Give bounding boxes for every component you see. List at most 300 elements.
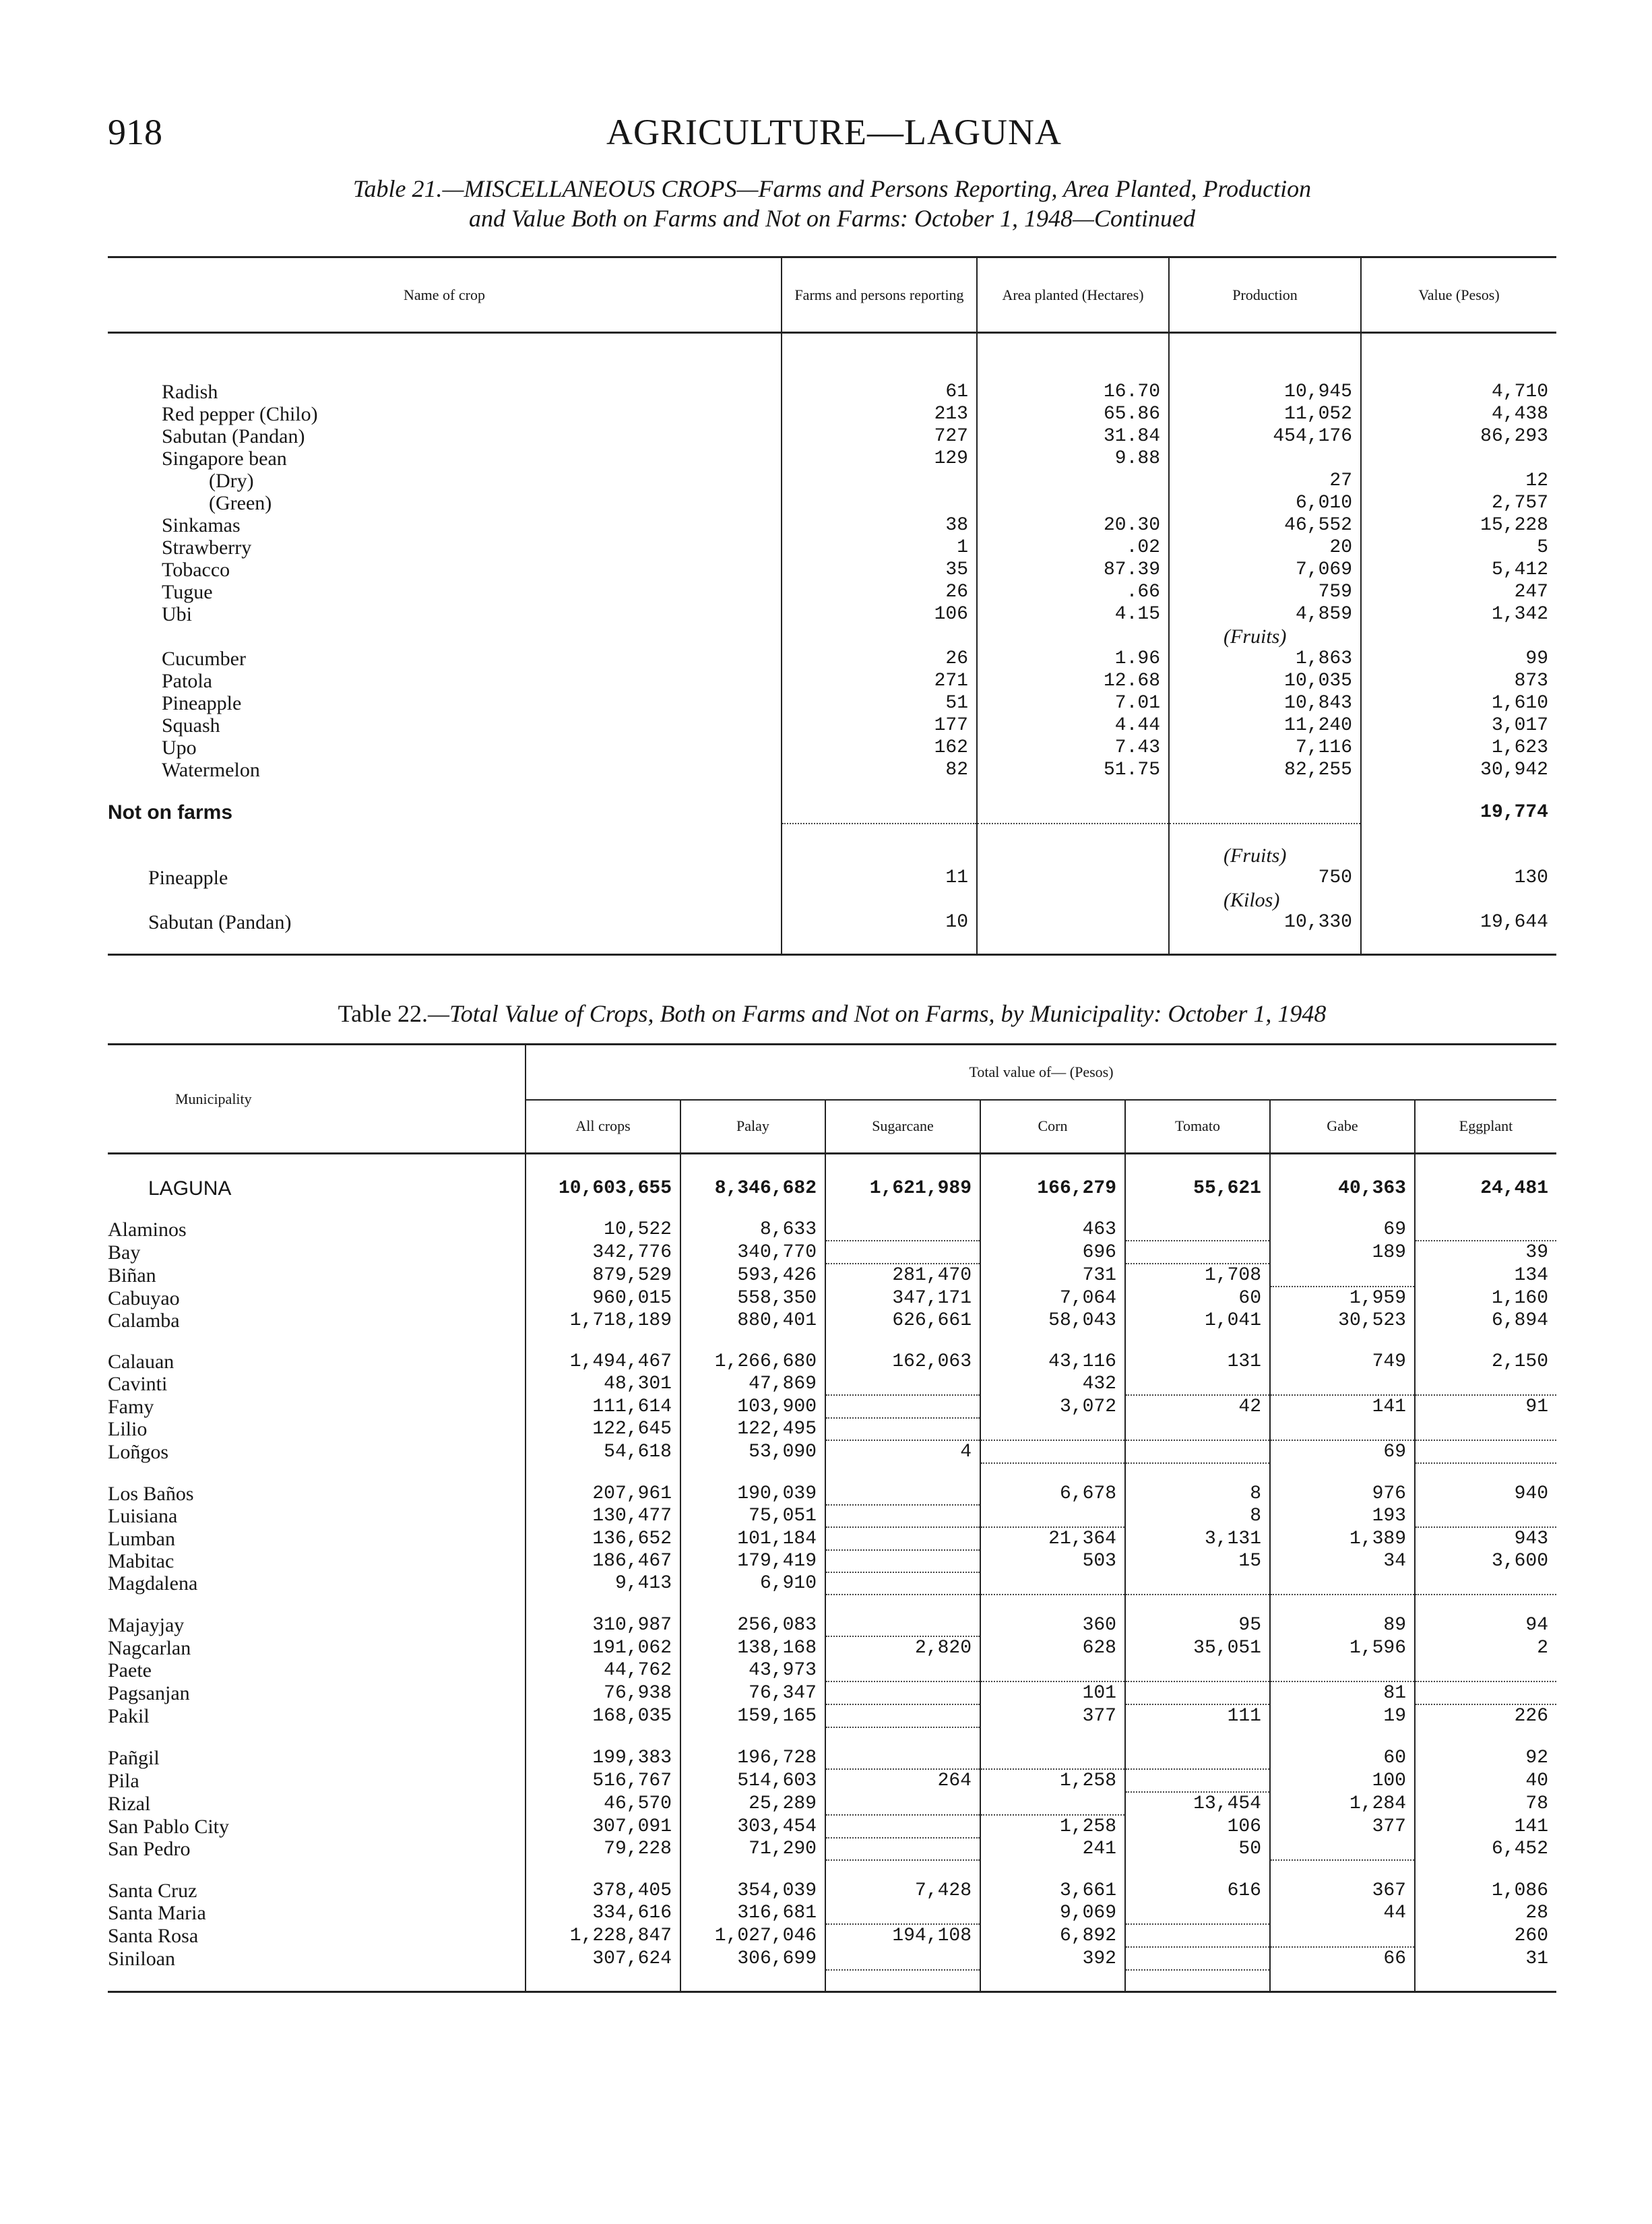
municipality-row — [108, 1572, 1556, 1595]
value-cell: 463 — [980, 1218, 1125, 1241]
spacer-cell — [825, 1727, 980, 1747]
spacer-cell — [1415, 1200, 1556, 1218]
municipality-row — [108, 1769, 1556, 1792]
cell-farms: 271 — [782, 670, 977, 692]
table-row — [108, 692, 1556, 714]
cell-area: 7.43 — [977, 737, 1169, 759]
table-row — [108, 559, 1556, 581]
spacer-cell — [1270, 1463, 1415, 1483]
value-cell: 4 — [825, 1440, 980, 1463]
crop-name: Red pepper (Chilo) — [162, 403, 318, 425]
spacer-row — [108, 1200, 1556, 1218]
value-cell: 367 — [1270, 1880, 1415, 1902]
crop-name: Pineapple — [162, 692, 242, 714]
value-cell: 186,467 — [526, 1550, 680, 1572]
table-row — [108, 447, 1556, 470]
table-row — [108, 603, 1556, 625]
cell-prod — [1169, 447, 1361, 470]
cell-value: 4,438 — [1361, 403, 1556, 425]
municipality-row — [108, 1924, 1556, 1947]
cell-area: .02 — [977, 536, 1169, 559]
municipality-name: Cavinti — [108, 1373, 168, 1395]
spacer-cell — [825, 1970, 980, 1992]
value-cell: 43,973 — [680, 1659, 825, 1681]
spacer-cell — [526, 1200, 680, 1218]
municipality-name: Mabitac — [108, 1550, 174, 1572]
spacer-cell — [825, 1154, 980, 1178]
municipality-row — [108, 1550, 1556, 1572]
value-cell: 8 — [1125, 1505, 1270, 1527]
cell-farms — [782, 492, 977, 514]
value-cell: 71,290 — [680, 1838, 825, 1860]
cell-prod: 10,035 — [1169, 670, 1361, 692]
total-row — [108, 1177, 1556, 1200]
spacer-cell — [980, 1200, 1125, 1218]
value-cell: 106 — [1125, 1815, 1270, 1838]
value-cell: 69 — [1270, 1218, 1415, 1241]
value-cell: 310,987 — [526, 1614, 680, 1636]
spacer-cell — [980, 1332, 1125, 1351]
value-cell: 138,168 — [680, 1636, 825, 1659]
spacer-cell — [980, 1727, 1125, 1747]
value-cell: 8,633 — [680, 1218, 825, 1241]
value-cell: 89 — [1270, 1614, 1415, 1636]
spacer-row — [108, 1463, 1556, 1483]
cell-value: 5,412 — [1361, 559, 1556, 581]
value-cell: 44 — [1270, 1902, 1415, 1924]
cell-farms: 10 — [782, 911, 977, 933]
spacer-cell — [680, 1463, 825, 1483]
value-cell: 2,820 — [825, 1636, 980, 1659]
municipality-row — [108, 1483, 1556, 1505]
municipality-name: Magdalena — [108, 1572, 198, 1595]
value-cell: 179,419 — [680, 1550, 825, 1572]
value-cell: 13,454 — [1125, 1792, 1270, 1815]
municipality-name: Luisiana — [108, 1505, 178, 1527]
value-cell: 100 — [1270, 1769, 1415, 1792]
cell-value: 247 — [1361, 581, 1556, 603]
spacer-cell — [1415, 1154, 1556, 1178]
cell-area: 9.88 — [977, 447, 1169, 470]
spacer-cell — [680, 1200, 825, 1218]
value-cell — [980, 1659, 1125, 1681]
value-cell: 378,405 — [526, 1880, 680, 1902]
value-cell: 42 — [1125, 1395, 1270, 1418]
cell-value: 4,710 — [1361, 381, 1556, 403]
municipality-row — [108, 1815, 1556, 1838]
cell-area — [977, 470, 1169, 492]
value-cell: 940 — [1415, 1483, 1556, 1505]
cell-value: 19,644 — [1361, 911, 1556, 933]
value-cell: 307,091 — [526, 1815, 680, 1838]
value-cell — [825, 1218, 980, 1241]
table22 — [108, 1043, 1556, 1993]
page-header — [108, 111, 1556, 165]
value-cell: 50 — [1125, 1838, 1270, 1860]
cell-prod: 759 — [1169, 581, 1361, 603]
value-cell — [825, 1681, 980, 1704]
spacer-cell — [108, 1200, 526, 1218]
cell-prod: 7,069 — [1169, 559, 1361, 581]
value-cell — [1415, 1440, 1556, 1463]
crop-name: Upo — [162, 737, 197, 759]
unit-row — [108, 625, 1556, 648]
value-cell: 226 — [1415, 1704, 1556, 1727]
value-cell: 7,428 — [825, 1880, 980, 1902]
value-cell: 316,681 — [680, 1902, 825, 1924]
municipality-name: Santa Cruz — [108, 1880, 197, 1902]
crop-name: Ubi — [162, 603, 192, 625]
value-cell: 122,495 — [680, 1418, 825, 1440]
value-cell — [825, 1747, 980, 1769]
value-cell: 347,171 — [825, 1287, 980, 1309]
table-row — [108, 759, 1556, 781]
value-cell — [1415, 1218, 1556, 1241]
value-cell — [825, 1483, 980, 1505]
value-cell — [1415, 1572, 1556, 1595]
spacer-row — [108, 333, 1556, 381]
value-cell: 60 — [1125, 1287, 1270, 1309]
value-cell: 1,389 — [1270, 1527, 1415, 1550]
value-cell — [980, 1572, 1125, 1595]
spacer-cell — [782, 889, 977, 911]
cell-farms: 11 — [782, 867, 977, 889]
cell-prod: 1,863 — [1169, 648, 1361, 670]
value-cell: 281,470 — [825, 1264, 980, 1287]
crop-name: Strawberry — [162, 536, 252, 559]
value-cell: 7,064 — [980, 1287, 1125, 1309]
spacer-cell — [1169, 933, 1361, 955]
not-on-farms-row — [108, 801, 1556, 824]
value-cell: 3,072 — [980, 1395, 1125, 1418]
page-number: 918 — [108, 112, 162, 152]
spacer-cell — [526, 1154, 680, 1178]
value-cell: 53,090 — [680, 1440, 825, 1463]
cell-farms: 106 — [782, 603, 977, 625]
value-cell: 40 — [1415, 1769, 1556, 1792]
value-cell: 34 — [1270, 1550, 1415, 1572]
municipality-name: Santa Maria — [108, 1902, 206, 1924]
spacer-cell — [782, 824, 977, 844]
cell-area: 65.86 — [977, 403, 1169, 425]
spacer-cell — [108, 889, 782, 911]
crop-name: Singapore bean — [162, 447, 287, 470]
cell-prod: 454,176 — [1169, 425, 1361, 447]
value-cell: 6,892 — [980, 1924, 1125, 1947]
cell-farms: 82 — [782, 759, 977, 781]
municipality-row — [108, 1792, 1556, 1815]
value-cell — [825, 1659, 980, 1681]
value-cell: 9,069 — [980, 1902, 1125, 1924]
value-cell — [1125, 1659, 1270, 1681]
value-cell: 136,652 — [526, 1527, 680, 1550]
spacer-cell — [680, 1970, 825, 1992]
value-cell: 360 — [980, 1614, 1125, 1636]
value-cell: 207,961 — [526, 1483, 680, 1505]
spacer-row — [108, 1970, 1556, 1992]
spacer-cell — [1270, 1595, 1415, 1614]
cell-area — [977, 492, 1169, 514]
total-cell: 24,481 — [1415, 1177, 1556, 1200]
value-cell — [825, 1947, 980, 1970]
value-cell: 6,678 — [980, 1483, 1125, 1505]
value-cell: 256,083 — [680, 1614, 825, 1636]
municipality-row — [108, 1418, 1556, 1440]
value-cell: 9,413 — [526, 1572, 680, 1595]
value-cell: 94 — [1415, 1614, 1556, 1636]
value-cell: 6,894 — [1415, 1309, 1556, 1332]
spacer-cell — [1270, 1970, 1415, 1992]
spacer-cell — [1270, 1154, 1415, 1178]
cell-prod: 750 — [1169, 867, 1361, 889]
total-label: LAGUNA — [148, 1177, 232, 1200]
municipality-name: Paete — [108, 1659, 152, 1681]
spacer-cell — [680, 1154, 825, 1178]
value-cell: 92 — [1415, 1747, 1556, 1769]
municipality-name: Pila — [108, 1769, 139, 1792]
cell-value: 130 — [1361, 867, 1556, 889]
spacer-cell — [980, 1860, 1125, 1880]
cell-farms: 162 — [782, 737, 977, 759]
cell-prod: 20 — [1169, 536, 1361, 559]
value-cell: 593,426 — [680, 1264, 825, 1287]
cell-value: 1,623 — [1361, 737, 1556, 759]
value-cell — [1270, 1373, 1415, 1395]
value-cell — [980, 1747, 1125, 1769]
spacer-row — [108, 824, 1556, 844]
municipality-name: San Pablo City — [108, 1815, 230, 1838]
cell-value — [1361, 447, 1556, 470]
spacer-cell — [108, 933, 782, 955]
municipality-row — [108, 1704, 1556, 1727]
spacer-cell — [1415, 1727, 1556, 1747]
value-cell — [1125, 1241, 1270, 1264]
column-header: Eggplant — [1415, 1100, 1556, 1154]
spacer-cell — [526, 1332, 680, 1351]
value-cell: 141 — [1270, 1395, 1415, 1418]
spacer-cell — [108, 1332, 526, 1351]
cell-value: 1,342 — [1361, 603, 1556, 625]
spacer-cell — [825, 1595, 980, 1614]
value-cell — [980, 1505, 1125, 1527]
total-cell: 8,346,682 — [680, 1177, 825, 1200]
value-cell: 76,347 — [680, 1681, 825, 1704]
value-cell: 31 — [1415, 1947, 1556, 1970]
municipality-name: Majayjay — [108, 1614, 185, 1636]
value-cell: 79,228 — [526, 1838, 680, 1860]
not-on-farms-value: 19,774 — [1361, 801, 1556, 824]
value-cell: 111 — [1125, 1704, 1270, 1727]
value-cell — [1125, 1440, 1270, 1463]
table-row — [108, 470, 1556, 492]
table-row — [108, 867, 1556, 889]
value-cell — [825, 1838, 980, 1860]
value-cell: 1,596 — [1270, 1636, 1415, 1659]
value-cell: 60 — [1270, 1747, 1415, 1769]
table-row — [108, 737, 1556, 759]
value-cell: 3,131 — [1125, 1527, 1270, 1550]
value-cell: 1,160 — [1415, 1287, 1556, 1309]
value-cell: 306,699 — [680, 1947, 825, 1970]
spacer-cell — [1415, 1332, 1556, 1351]
column-header: Tomato — [1125, 1100, 1270, 1154]
spacer-cell — [1125, 1463, 1270, 1483]
value-cell — [1125, 1418, 1270, 1440]
value-cell: 130,477 — [526, 1505, 680, 1527]
value-cell: 75,051 — [680, 1505, 825, 1527]
value-cell — [825, 1241, 980, 1264]
value-cell — [1270, 1418, 1415, 1440]
value-cell — [1270, 1264, 1415, 1287]
spacer-cell — [108, 844, 782, 867]
value-cell: 54,618 — [526, 1440, 680, 1463]
cell-value: 30,942 — [1361, 759, 1556, 781]
value-cell — [1125, 1924, 1270, 1947]
value-cell — [1125, 1373, 1270, 1395]
municipality-name: Cabuyao — [108, 1287, 180, 1309]
municipality-row — [108, 1351, 1556, 1373]
spacer-cell — [680, 1727, 825, 1747]
unit-row — [108, 889, 1556, 911]
spacer-cell — [1415, 1860, 1556, 1880]
value-cell: 628 — [980, 1636, 1125, 1659]
value-cell: 1,027,046 — [680, 1924, 825, 1947]
value-cell: 334,616 — [526, 1902, 680, 1924]
crop-name: Cucumber — [162, 648, 246, 670]
value-cell — [1125, 1681, 1270, 1704]
value-cell: 731 — [980, 1264, 1125, 1287]
table-row — [108, 403, 1556, 425]
value-cell — [1415, 1418, 1556, 1440]
value-cell — [1125, 1902, 1270, 1924]
municipality-name: Siniloan — [108, 1947, 176, 1970]
municipality-name: Los Baños — [108, 1483, 194, 1505]
value-cell: 749 — [1270, 1351, 1415, 1373]
spacer-cell — [1169, 781, 1361, 801]
value-cell: 46,570 — [526, 1792, 680, 1815]
spacer-cell — [977, 933, 1169, 955]
crop-name: Sabutan (Pandan) — [162, 425, 305, 447]
value-cell: 103,900 — [680, 1395, 825, 1418]
value-cell: 432 — [980, 1373, 1125, 1395]
spacer-cell — [108, 824, 782, 844]
municipality-row — [108, 1681, 1556, 1704]
spacer-cell — [108, 1595, 526, 1614]
crop-name: Sinkamas — [162, 514, 241, 536]
value-cell: 616 — [1125, 1880, 1270, 1902]
spacer-cell — [1169, 801, 1361, 824]
municipality-name: Nagcarlan — [108, 1636, 191, 1659]
value-cell: 976 — [1270, 1483, 1415, 1505]
value-cell: 342,776 — [526, 1241, 680, 1264]
spacer-cell — [782, 844, 977, 867]
spacer-row — [108, 1860, 1556, 1880]
unit-row — [108, 844, 1556, 867]
municipality-row — [108, 1614, 1556, 1636]
cell-farms: 177 — [782, 714, 977, 737]
spacer-cell — [1361, 844, 1556, 867]
cell-area: 31.84 — [977, 425, 1169, 447]
cell-farms: 727 — [782, 425, 977, 447]
header-municipality: Municipality — [175, 1090, 252, 1107]
value-cell — [1125, 1572, 1270, 1595]
value-cell: 503 — [980, 1550, 1125, 1572]
spacer-cell — [1361, 333, 1556, 381]
value-cell — [825, 1395, 980, 1418]
value-cell: 101 — [980, 1681, 1125, 1704]
spacer-cell — [977, 781, 1169, 801]
spacer-cell — [108, 1154, 526, 1178]
value-cell: 340,770 — [680, 1241, 825, 1264]
municipality-row — [108, 1947, 1556, 1970]
value-cell — [825, 1373, 980, 1395]
municipality-name: Calauan — [108, 1351, 174, 1373]
table21-body — [108, 333, 1556, 955]
table22-caption: Table 22.—Total Value of Crops, Both on Farms and Not on Farms, by Municipality: October 1, 1948 — [338, 1000, 1327, 1027]
cell-area — [977, 911, 1169, 933]
cell-prod: 11,240 — [1169, 714, 1361, 737]
value-cell: 25,289 — [680, 1792, 825, 1815]
value-cell — [1415, 1373, 1556, 1395]
spacer-cell — [1125, 1860, 1270, 1880]
spacer-row — [108, 1727, 1556, 1747]
cell-area: 87.39 — [977, 559, 1169, 581]
crop-name: Sabutan (Pandan) — [148, 911, 292, 933]
value-cell: 19 — [1270, 1704, 1415, 1727]
municipality-row — [108, 1838, 1556, 1860]
table-row — [108, 514, 1556, 536]
municipality-row — [108, 1287, 1556, 1309]
spacer-cell — [1361, 889, 1556, 911]
cell-farms — [782, 470, 977, 492]
value-cell: 1,284 — [1270, 1792, 1415, 1815]
table-row — [108, 381, 1556, 403]
spacer-cell — [977, 844, 1169, 867]
value-cell: 134 — [1415, 1264, 1556, 1287]
municipality-name: Biñan — [108, 1264, 156, 1287]
value-cell: 30,523 — [1270, 1309, 1415, 1332]
spacer-cell — [680, 1332, 825, 1351]
cell-farms: 51 — [782, 692, 977, 714]
column-header: All crops — [526, 1100, 680, 1154]
value-cell: 28 — [1415, 1902, 1556, 1924]
spacer-cell — [782, 933, 977, 955]
cell-value: 86,293 — [1361, 425, 1556, 447]
municipality-row — [108, 1264, 1556, 1287]
value-cell: 516,767 — [526, 1769, 680, 1792]
column-header: Gabe — [1270, 1100, 1415, 1154]
cell-prod: 27 — [1169, 470, 1361, 492]
spacer-row — [108, 1332, 1556, 1351]
spacer-cell — [526, 1595, 680, 1614]
table-row — [108, 911, 1556, 933]
value-cell — [825, 1902, 980, 1924]
municipality-name: Pakil — [108, 1704, 150, 1727]
municipality-row — [108, 1218, 1556, 1241]
municipality-name: Pagsanjan — [108, 1681, 190, 1704]
table21-caption-line2: and Value Both on Farms and Not on Farms: October 1, 1948—Continued — [469, 205, 1195, 232]
value-cell: 66 — [1270, 1947, 1415, 1970]
spacer-cell — [108, 781, 782, 801]
municipality-row — [108, 1440, 1556, 1463]
crop-name: Tugue — [162, 581, 213, 603]
spacer-cell — [1361, 933, 1556, 955]
spacer-cell — [526, 1727, 680, 1747]
spacer-row — [108, 1595, 1556, 1614]
crop-name: Tobacco — [162, 559, 230, 581]
value-cell — [1270, 1572, 1415, 1595]
cell-value: 2,757 — [1361, 492, 1556, 514]
